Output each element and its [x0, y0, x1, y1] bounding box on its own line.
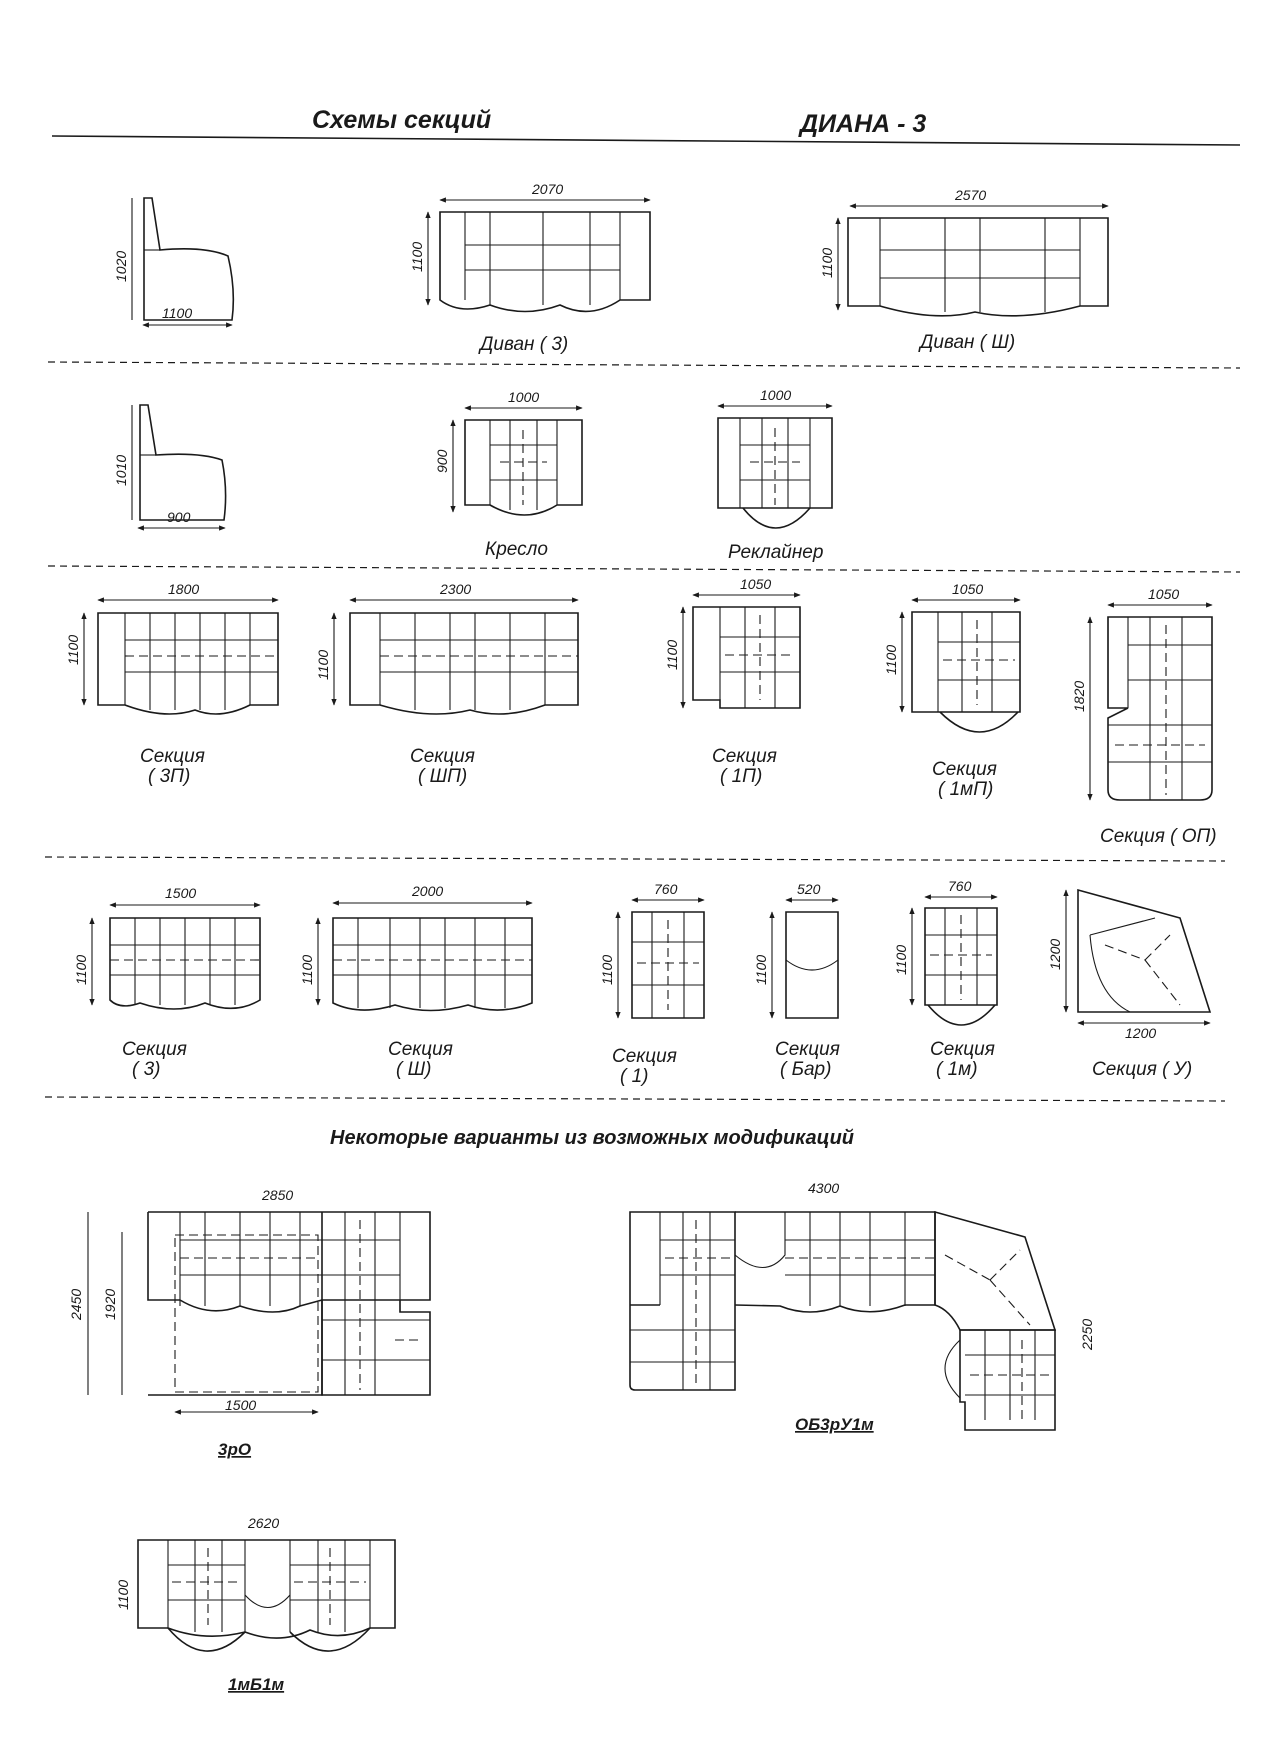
dim-shp-width: 2300: [440, 581, 472, 597]
sofa-3-diagram: [409, 181, 650, 355]
dim-side-width: 1100: [162, 305, 193, 321]
separator-3: [45, 857, 1225, 861]
dim-c1-outer-height: 2450: [68, 1288, 84, 1320]
dim-bar-height: 1100: [753, 954, 769, 985]
label-1mp-2: ( 1мП): [938, 779, 994, 800]
dim-c1-inner-width: 1500: [225, 1397, 257, 1413]
dim-s1-height: 1100: [599, 954, 615, 985]
dim-armchair-height: 900: [434, 449, 450, 473]
section-subtitle: Некоторые варианты из возможных модификаций: [330, 1127, 855, 1149]
dim-c1-width: 2850: [262, 1187, 294, 1203]
section-1mp-diagram: [883, 581, 1020, 800]
label-u: Секция ( У): [1092, 1059, 1193, 1080]
label-s1-1: Секция: [612, 1046, 677, 1067]
combo-ob3ru1m-diagram: [630, 1180, 1095, 1434]
section-3p-diagram: [65, 581, 278, 787]
label-1p-1: Секция: [712, 746, 777, 767]
label-shp-2: ( ШП): [418, 766, 468, 787]
label-sh-2: ( Ш): [396, 1059, 432, 1080]
dim-sh-height: 1100: [299, 954, 315, 985]
label-1mp-1: Секция: [932, 759, 997, 780]
label-1m-1: Секция: [930, 1039, 995, 1060]
dim-bar-width: 520: [797, 881, 821, 897]
section-op-diagram: [1071, 586, 1217, 847]
combo-name-ob3ru1m: ОБ3рУ1м: [795, 1415, 874, 1434]
section-shp-diagram: [315, 581, 578, 787]
dim-1mp-height: 1100: [883, 644, 899, 675]
dim-c2-height: 2250: [1079, 1318, 1095, 1350]
dim-chair-side-width: 900: [167, 509, 191, 525]
dim-1mp-width: 1050: [952, 581, 984, 597]
section-u-diagram: [1047, 890, 1210, 1080]
section-bar-diagram: [753, 881, 840, 1080]
dim-sh-width: 2000: [412, 883, 444, 899]
combo-name-1mb1m: 1мБ1м: [228, 1675, 285, 1694]
dim-u-width: 1200: [1125, 1025, 1157, 1041]
label-recliner: Реклайнер: [728, 542, 824, 563]
side-profile-chair: [113, 405, 226, 528]
dim-recliner-width: 1000: [760, 387, 792, 403]
dim-sofaW-width: 2570: [955, 187, 987, 203]
combo-name-3rO: 3рО: [218, 1440, 252, 1459]
section-sh-diagram: [299, 883, 532, 1080]
dim-c3-width: 2620: [248, 1515, 280, 1531]
armchair-diagram: [434, 389, 582, 560]
label-3p-1: Секция: [140, 746, 205, 767]
dim-s3-width: 1500: [165, 885, 197, 901]
dim-side-height: 1020: [113, 250, 129, 282]
section-1-diagram: [599, 881, 704, 1087]
sofa-w-diagram: [819, 187, 1108, 353]
label-1m-2: ( 1м): [936, 1059, 978, 1080]
label-shp-1: Секция: [410, 746, 475, 767]
label-bar-1: Секция: [775, 1039, 840, 1060]
dim-3p-height: 1100: [65, 634, 81, 665]
label-armchair: Кресло: [485, 539, 548, 560]
label-3p-2: ( 3П): [148, 766, 191, 787]
section-1p-diagram: [664, 576, 800, 787]
dim-3p-width: 1800: [168, 581, 200, 597]
separator-1: [48, 362, 1240, 368]
dim-sofa3-width: 2070: [532, 181, 564, 197]
dim-sofa3-height: 1100: [409, 241, 425, 272]
label-s3-2: ( 3): [132, 1059, 161, 1080]
dim-1p-height: 1100: [664, 639, 680, 670]
label-s1-2: ( 1): [620, 1066, 649, 1087]
dim-op-width: 1050: [1148, 586, 1180, 602]
dim-op-height: 1820: [1071, 680, 1087, 712]
label-1p-2: ( 1П): [720, 766, 763, 787]
label-sofa-3: Диван ( 3): [480, 334, 569, 355]
label-sh-1: Секция: [388, 1039, 453, 1060]
dim-c2-width: 4300: [808, 1180, 840, 1196]
separator-4: [45, 1097, 1225, 1101]
combo-3rO-diagram: [68, 1187, 430, 1459]
page-title: Схемы секций: [312, 106, 492, 134]
dim-shp-height: 1100: [315, 649, 331, 680]
label-op: Секция ( ОП): [1100, 826, 1217, 847]
dim-sofaW-height: 1100: [819, 247, 835, 278]
dim-1m-height: 1100: [893, 944, 909, 975]
dim-c1-inner-height: 1920: [102, 1288, 118, 1320]
separator-2: [48, 566, 1240, 572]
side-profile-sofa: [113, 198, 233, 325]
label-sofa-w: Диван ( Ш): [920, 332, 1016, 353]
model-name: ДИАНА - 3: [800, 110, 927, 138]
dim-1p-width: 1050: [740, 576, 772, 592]
section-3-diagram: [73, 885, 260, 1080]
label-s3-1: Секция: [122, 1039, 187, 1060]
dim-armchair-width: 1000: [508, 389, 540, 405]
dim-c3-height: 1100: [115, 1579, 131, 1610]
label-bar-2: ( Бар): [780, 1059, 832, 1080]
header-rule: [52, 136, 1240, 145]
dim-u-height: 1200: [1047, 938, 1063, 970]
dim-s3-height: 1100: [73, 954, 89, 985]
recliner-diagram: [718, 387, 832, 563]
dim-1m-width: 760: [948, 878, 972, 894]
dim-s1-width: 760: [654, 881, 678, 897]
combo-1mb1m-diagram: [115, 1515, 395, 1694]
section-1m-diagram: [893, 878, 997, 1080]
dim-chair-side-height: 1010: [113, 454, 129, 486]
